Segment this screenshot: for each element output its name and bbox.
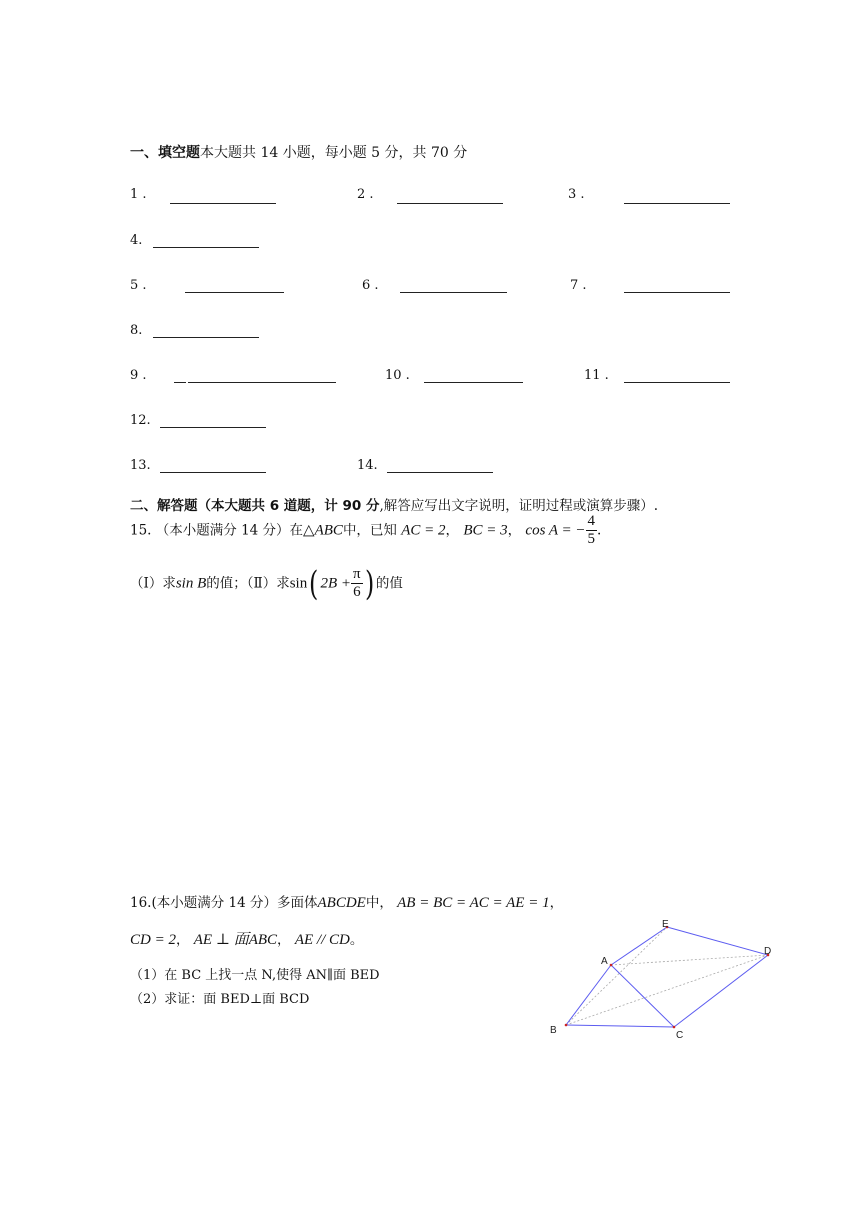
q15-pi-fraction	[351, 566, 363, 602]
q15-ac-eq: AC = 2	[401, 522, 446, 539]
section2-title	[130, 494, 658, 514]
triangle-symbol: △	[303, 522, 315, 539]
blank-label-6: 6 .	[362, 278, 379, 293]
q15-part1-suffix: 的值；（Ⅱ）求	[206, 575, 290, 592]
q15-comma1: ，	[445, 522, 460, 539]
q15-statement	[130, 513, 601, 549]
answer-line-5	[185, 292, 284, 293]
vertex-c	[673, 1026, 676, 1029]
answer-line-9	[188, 382, 336, 383]
q15-pi-den: 6	[353, 584, 361, 601]
vertex-a	[610, 964, 613, 967]
label-c: C	[676, 1030, 684, 1041]
q15-end: .	[597, 522, 602, 539]
polyhedron-figure	[540, 915, 790, 1045]
blank-label-13: 13.	[130, 458, 151, 473]
section1-title-bold: 一、填空题	[130, 145, 200, 161]
edge-ab	[566, 965, 611, 1025]
q16-comma: ，	[549, 895, 564, 911]
blank-label-9: 9 .	[130, 368, 147, 383]
q16-period: 。	[349, 932, 364, 948]
q15-number: 15.	[130, 522, 152, 539]
label-d: D	[764, 946, 772, 957]
q15-frac-den: 5	[587, 531, 596, 548]
answer-line-4	[153, 247, 259, 248]
q15-fraction	[586, 513, 598, 549]
blank-label-8: 8.	[130, 323, 143, 338]
q15-abc: ABC	[314, 522, 343, 539]
blank-label-1: 1 .	[130, 187, 147, 202]
q15-comma2: ，	[507, 522, 522, 539]
q15-frac-num: 4	[586, 513, 598, 531]
hidden-edge-bd	[566, 955, 768, 1025]
answer-line-8	[153, 337, 259, 338]
edge-cd	[674, 955, 768, 1027]
edge-ac	[611, 965, 674, 1027]
edge-bc	[566, 1025, 674, 1027]
q15-cos-a: cos A = −	[525, 522, 586, 539]
blank-label-10: 10 .	[385, 368, 410, 383]
q16-part1: （1）在 BC 上找一点 N,使得 AN∥面 BED	[130, 968, 380, 983]
answer-line-6	[400, 292, 507, 293]
q16-eq3: AE ⊥ 面ABC	[193, 932, 278, 948]
label-a: A	[601, 956, 608, 967]
answer-line-10	[424, 382, 523, 383]
section1-title	[130, 142, 467, 162]
q15-part2-sin: sin	[289, 575, 308, 592]
q15-part1-expr: sin B	[175, 575, 207, 592]
answer-line-14	[387, 472, 493, 473]
q15-part1-prefix: （Ⅰ）求	[130, 575, 176, 592]
q16-sep1: ，	[175, 932, 190, 948]
answer-line-3	[624, 203, 730, 204]
answer-line-12	[160, 427, 266, 428]
q16-eq4: AE // CD	[294, 932, 350, 948]
blank-label-2: 2 .	[357, 187, 374, 202]
q15-pi-num: π	[351, 566, 363, 584]
answer-line-13	[160, 472, 266, 473]
label-e: E	[662, 919, 669, 930]
blank-label-12: 12.	[130, 413, 151, 428]
answer-line-9-prefix	[174, 382, 186, 383]
q16-name: ABCDE	[317, 895, 366, 911]
section1-title-rest: 本大题共 14 小题，每小题 5 分，共 70 分	[200, 145, 468, 161]
q16-intro: (本小题满分 14 分）多面体	[151, 895, 318, 911]
answer-line-1	[170, 203, 276, 204]
blank-label-7: 7 .	[570, 278, 587, 293]
q16-statement-line1	[130, 891, 563, 912]
q16-eq2: CD = 2	[130, 932, 176, 948]
right-paren: )	[364, 563, 374, 604]
q15-part2-inner: 2B +	[320, 575, 352, 592]
q15-intro: （本小题满分 14 分）在	[155, 522, 304, 539]
q15-mid: 中，已知	[342, 522, 397, 539]
q15-bc-eq: BC = 3	[463, 522, 508, 539]
q16-number: 16.	[130, 895, 152, 911]
section2-title-bold: 二、解答题（本大题共 6 道题，计 90 分	[130, 498, 380, 514]
q16-eq1: AB = BC = AC = AE = 1	[397, 895, 550, 911]
q16-sep2: ，	[277, 932, 291, 948]
blank-label-4: 4.	[130, 233, 143, 248]
blank-label-5: 5 .	[130, 278, 147, 293]
hidden-edge-be	[566, 927, 667, 1025]
edge-ae	[611, 927, 667, 965]
label-b: B	[550, 1025, 557, 1036]
blank-label-14: 14.	[357, 458, 378, 473]
q15-parts	[130, 563, 403, 604]
vertex-b	[565, 1024, 568, 1027]
q16-statement-line2	[130, 928, 363, 949]
answer-line-7	[624, 292, 730, 293]
edge-ed	[667, 927, 768, 955]
q16-mid: 中，	[365, 895, 393, 911]
left-paren: (	[309, 563, 319, 604]
blank-label-11: 11 .	[584, 368, 609, 383]
section2-title-rest: ,解答应写出文字说明，证明过程或演算步骤）.	[379, 498, 659, 514]
answer-line-2	[397, 203, 503, 204]
blank-label-3: 3 .	[568, 187, 585, 202]
q16-part2: （2）求证：面 BED⊥面 BCD	[130, 992, 310, 1007]
answer-line-11	[624, 382, 730, 383]
q15-part2-suffix: 的值	[375, 575, 403, 592]
